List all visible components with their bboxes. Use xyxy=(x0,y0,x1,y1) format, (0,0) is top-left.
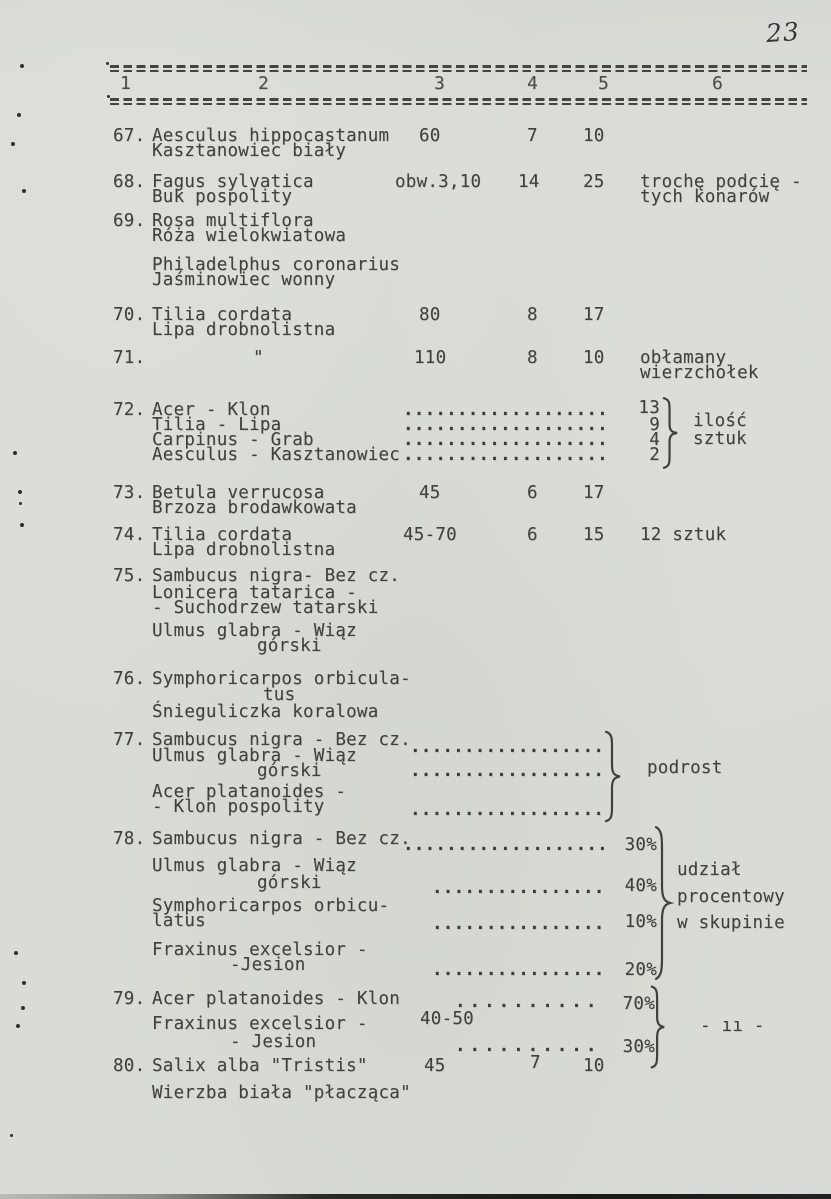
col3-value: 110 xyxy=(414,348,447,368)
brace xyxy=(654,824,672,982)
species-line: - Suchodrzew tatarski xyxy=(152,598,379,618)
remark-line: obłamany xyxy=(640,348,727,368)
percent-value: 40% xyxy=(624,876,657,896)
col3-value: 80 xyxy=(419,305,441,325)
species-line-continuation: górski xyxy=(257,873,322,893)
paper-speck xyxy=(20,64,24,68)
row-number: 78. xyxy=(113,829,146,849)
species-line: Carpinus - Grab xyxy=(152,430,314,450)
paper-speck xyxy=(17,113,21,117)
species-polish: Róża wielokwiatowa xyxy=(152,226,347,246)
dotted-leader: .......... xyxy=(455,992,601,1012)
paper-speck xyxy=(10,1134,13,1137)
species-line: Acer platanoides - xyxy=(152,782,347,802)
dotted-leader: .......... xyxy=(455,1036,601,1056)
species-latin: Aesculus hippocastanum xyxy=(152,126,390,146)
species-line-continuation: górski xyxy=(257,636,322,656)
col5-value: 25 xyxy=(583,172,605,192)
row-number: 70. xyxy=(113,305,146,325)
dotted-leader: ................ xyxy=(432,960,605,980)
count-value: 13 xyxy=(638,398,660,418)
paper-speck xyxy=(13,451,17,455)
remark-line: 12 sztuk xyxy=(640,525,727,545)
percent-value: 70% xyxy=(622,994,655,1014)
brace-label: podrost xyxy=(647,758,723,778)
species-line: Symphoricarpos orbicu- xyxy=(152,896,390,916)
row-number: 75. xyxy=(113,566,146,586)
species-latin: Tilia cordata xyxy=(152,305,293,325)
species-latin: Betula verrucosa xyxy=(152,483,325,503)
col4-value: 7 xyxy=(530,1053,541,1073)
paper-speck xyxy=(107,95,110,98)
species-line: Sambucus nigra - Bez cz. xyxy=(152,829,411,849)
species-line-continuation: - Jesion xyxy=(230,1032,317,1052)
dotted-leader: ................ xyxy=(432,914,605,934)
species-polish: Lipa drobnolistna xyxy=(152,540,336,560)
col4-value: 8 xyxy=(527,348,538,368)
dotted-leader: .................. xyxy=(410,737,605,757)
paper-speck xyxy=(22,189,26,193)
row-number: 72. xyxy=(113,400,146,420)
count-value: 2 xyxy=(649,445,660,465)
brace xyxy=(604,729,622,824)
species-line: Sambucus nigra - Bez cz. xyxy=(152,730,411,750)
column-header-4: 4 xyxy=(527,73,539,94)
species-line: Fraxinus excelsior - xyxy=(152,1014,368,1034)
column-header-6: 6 xyxy=(712,73,724,94)
species-latin: Fagus sylvatica xyxy=(152,172,314,192)
species-line: Acer platanoides - Klon xyxy=(152,989,401,1009)
col5-value: 10 xyxy=(583,126,605,146)
paper-speck xyxy=(16,1024,20,1028)
species-line-continuation: latus xyxy=(152,911,206,931)
species-polish: Buk pospolity xyxy=(152,187,293,207)
count-value: 9 xyxy=(649,415,660,435)
paper-speck xyxy=(18,490,22,494)
species-polish: Lipa drobnolistna xyxy=(152,320,336,340)
paper-speck xyxy=(20,523,24,527)
col3-value: 45 xyxy=(424,1056,446,1076)
percent-value: 20% xyxy=(624,960,657,980)
brace-label: ilość xyxy=(693,411,747,431)
species-latin: Philadelphus coronarius xyxy=(152,255,401,275)
row-number: 67. xyxy=(113,126,146,146)
dotted-leader: ................ xyxy=(432,878,605,898)
dotted-leader: .................. xyxy=(410,800,605,820)
paper-speck xyxy=(106,62,109,65)
column-header-1: 1 xyxy=(120,73,132,94)
species-line-continuation: tus xyxy=(263,685,296,705)
remark-line: trochę podcię - xyxy=(640,172,802,192)
brace-label: w skupinie xyxy=(677,913,785,933)
species-latin: Rosa multiflora xyxy=(152,211,314,231)
table-rule-bottom xyxy=(110,98,807,105)
paper-speck xyxy=(22,981,26,985)
species-line-continuation: górski xyxy=(257,761,322,781)
col5-value: 17 xyxy=(583,483,605,503)
col5-value: 10 xyxy=(583,348,605,368)
paper-speck xyxy=(21,1006,25,1010)
brace xyxy=(662,396,679,470)
species-polish: Jaśminowiec wonny xyxy=(152,270,336,290)
brace-label: sztuk xyxy=(693,429,747,449)
dotted-leader: ................... xyxy=(403,400,608,420)
species-line: Symphoricarpos orbicula- xyxy=(152,669,411,689)
col3-value: 45-70 xyxy=(403,525,457,545)
col4-value: 6 xyxy=(527,483,538,503)
col4-value: 8 xyxy=(527,305,538,325)
dotted-leader: ................... xyxy=(403,415,608,435)
paper-speck xyxy=(19,502,22,505)
column-header-2: 2 xyxy=(258,73,270,94)
col3-value: obw.3,10 xyxy=(395,172,482,192)
percent-value: 30% xyxy=(622,1037,655,1057)
species-line: Ulmus glabra - Wiąz xyxy=(152,856,357,876)
brace-label: procentowy xyxy=(677,887,785,907)
count-value: 4 xyxy=(649,430,660,450)
column-header-3: 3 xyxy=(434,73,446,94)
remark-line: tych konarów xyxy=(640,187,770,207)
dotted-leader: .................. xyxy=(410,761,605,781)
table-rule-top xyxy=(110,65,807,72)
col4-value: 7 xyxy=(527,126,538,146)
paper-speck xyxy=(11,142,15,146)
remark-line: wierzchołek xyxy=(640,363,759,383)
ditto-mark: - ıı - xyxy=(700,1016,765,1036)
species-line: Tilia - Lipa xyxy=(152,415,282,435)
species-polish: Kasztanowiec biały xyxy=(152,141,347,161)
brace xyxy=(650,984,666,1070)
species-line: Acer - Klon xyxy=(152,400,271,420)
scan-bottom-edge xyxy=(0,1194,831,1199)
column-header-5: 5 xyxy=(598,73,610,94)
row-number: 68. xyxy=(113,172,146,192)
row-number: 79. xyxy=(113,989,146,1009)
dotted-leader: ................... xyxy=(403,430,608,450)
percent-value: 10% xyxy=(624,912,657,932)
species-polish: Wierzba biała "płacząca" xyxy=(152,1083,411,1103)
col5-value: 15 xyxy=(583,525,605,545)
species-polish: Brzoza brodawkowata xyxy=(152,498,357,518)
species-line: Ulmus glabra - Wiąz xyxy=(152,621,357,641)
ditto-mark: " xyxy=(253,348,264,368)
col4-value: 14 xyxy=(518,172,540,192)
species-latin: Salix alba "Tristis" xyxy=(152,1056,368,1076)
col4-value: 6 xyxy=(527,525,538,545)
percent-value: 30% xyxy=(624,835,657,855)
row-number: 69. xyxy=(113,211,146,231)
page-number: 23 xyxy=(765,16,801,49)
species-line-continuation: -Jesion xyxy=(230,955,306,975)
species-latin: Tilia cordata xyxy=(152,525,293,545)
species-line: Ulmus glabra - Wiąz xyxy=(152,746,357,766)
row-number: 74. xyxy=(113,525,146,545)
brace-label: udział xyxy=(677,860,742,880)
row-number: 73. xyxy=(113,483,146,503)
species-polish: Śnieguliczka koralowa xyxy=(152,702,379,722)
species-line: Fraxinus excelsior - xyxy=(152,940,368,960)
row-number: 71. xyxy=(113,348,146,368)
dotted-leader: ................... xyxy=(403,835,608,855)
col3-value: 40-50 xyxy=(420,1009,474,1029)
row-number: 80. xyxy=(113,1056,146,1076)
col5-value: 10 xyxy=(583,1056,605,1076)
paper-speck xyxy=(14,951,18,955)
col3-value: 60 xyxy=(419,126,441,146)
species-line: Aesculus - Kasztanowiec xyxy=(152,445,401,465)
col5-value: 17 xyxy=(583,305,605,325)
row-number: 76. xyxy=(113,669,146,689)
row-number: 77. xyxy=(113,730,146,750)
col3-value: 45 xyxy=(419,483,441,503)
species-line: Sambucus nigra- Bez cz. xyxy=(152,566,401,586)
species-line: Lonicera tatarica - xyxy=(152,583,357,603)
dotted-leader: ................... xyxy=(403,445,608,465)
species-line: - Klon pospolity xyxy=(152,797,325,817)
